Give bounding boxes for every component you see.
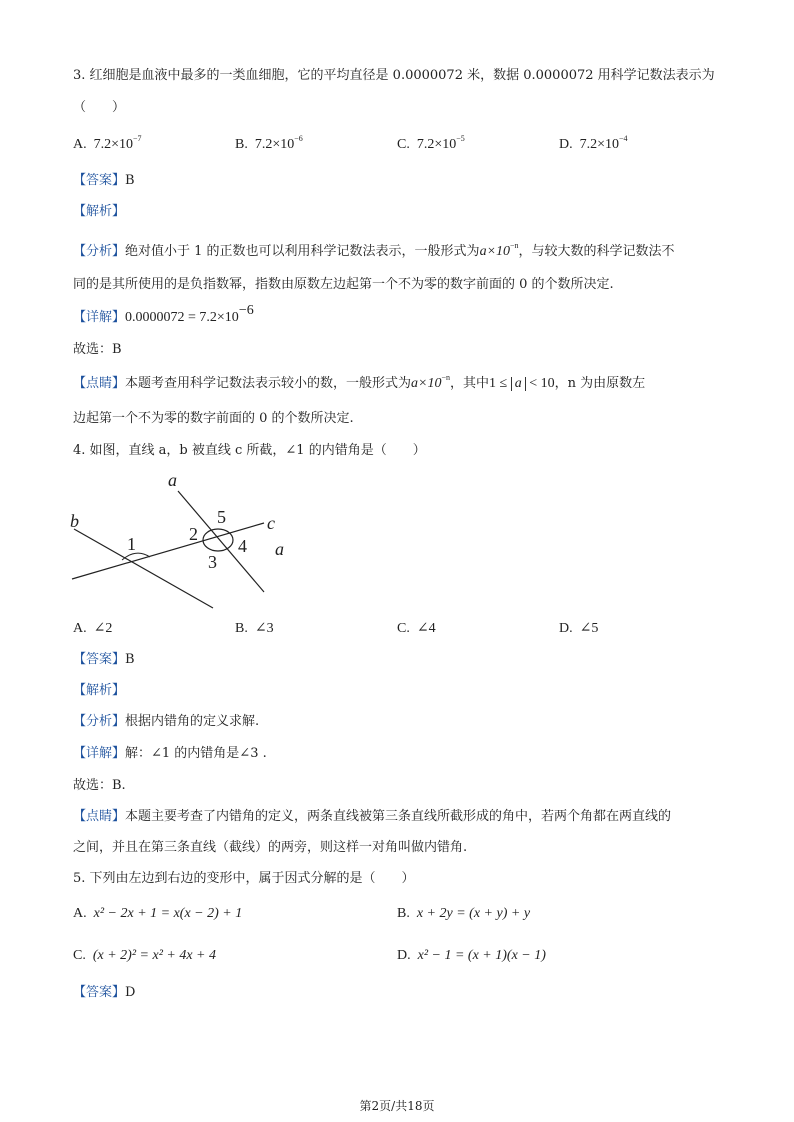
q5-option-d: D. x² − 1 = (x + 1)(x − 1): [397, 948, 546, 963]
angle-2-label: 2: [189, 524, 198, 544]
label-a-top: a: [168, 470, 177, 490]
q4-option-b: B. ∠3: [235, 621, 274, 636]
label-c: c: [267, 513, 275, 533]
q3-detail: 【详解】$0.0000072 = 7.2\times 10^{-6}$: [73, 303, 254, 325]
angle-4-label: 4: [238, 536, 247, 556]
label-b: b: [70, 511, 79, 531]
q5-option-c: C. (x + 2)² = x² + 4x + 4: [73, 948, 216, 963]
label-a-right: a: [275, 539, 284, 559]
q3-stem-line2: （ ）: [73, 100, 126, 115]
q4-option-a: A. ∠2: [73, 621, 113, 636]
q4-choose: 故选：B.: [73, 778, 126, 793]
q5-stem: 5. 下列由左边到右边的变形中，属于因式分解的是（ ）: [73, 871, 415, 886]
q4-figure: [60, 466, 310, 616]
q3-option-b: B. $7.2\times 10^{-6}$: [235, 134, 303, 152]
q3-option-c: C. $7.2\times 10^{-5}$: [397, 134, 465, 152]
q4-stem: 4. 如图，直线 a，b 被直线 c 所截，∠1 的内错角是（ ）: [73, 443, 426, 458]
q3-dianjing-line1: 【点睛】本题考查用科学记数法表示较小的数，一般形式为$a\times 10^{-n}$，其中1 ≤ a < 10，n 为由原数左: [73, 373, 646, 391]
angle-5-label: 5: [217, 507, 226, 527]
q3-stem-line1: 3. 红细胞是血液中最多的一类血细胞，它的平均直径是 0.0000072 米，数据 0.0000072 用科学记数法表示为: [73, 68, 715, 83]
page-footer: 第2页/共18页: [359, 1099, 435, 1113]
q5-answer: 【答案】D: [73, 985, 136, 1000]
q4-option-d: D. ∠5: [559, 621, 599, 636]
q5-option-a: A. x² − 2x + 1 = x(x − 2) + 1: [73, 906, 243, 921]
q4-dianjing-line2: 之间，并且在第三条直线（截线）的两旁，则这样一对角叫做内错角.: [73, 840, 468, 855]
q3-answer: 【答案】B: [73, 173, 135, 188]
q3-choose: 故选：B: [73, 342, 122, 357]
q4-analysis-tag: 【解析】: [73, 683, 126, 698]
q4-fenxi: 【分析】根据内错角的定义求解.: [73, 714, 260, 729]
q5-option-b: B. x + 2y = (x + y) + y: [397, 906, 531, 921]
line-c: [72, 523, 264, 579]
q4-detail: 【详解】解：∠1 的内错角是∠3 .: [73, 746, 267, 761]
q3-fenxi-line2: 同的是其所使用的是负指数幂，指数由原数左边起第一个不为零的数字前面的 0 的个数所决定.: [73, 277, 614, 292]
q3-fenxi-line1: 【分析】绝对值小于 1 的正数也可以利用科学记数法表示，一般形式为$a\times 10^{-n}$，与较大数的科学记数法不: [73, 241, 675, 259]
q3-dianjing-line2: 边起第一个不为零的数字前面的 0 的个数所决定.: [73, 411, 354, 426]
angle-1-label: 1: [127, 534, 136, 554]
q3-analysis-tag: 【解析】: [73, 204, 126, 219]
q4-dianjing-line1: 【点睛】本题主要考查了内错角的定义，两条直线被第三条直线所截形成的角中，若两个角都在两直线的: [73, 809, 672, 824]
q3-option-a: A. $7.2\times 10^{-7}$: [73, 134, 142, 152]
q4-option-c: C. ∠4: [397, 621, 436, 636]
angle-3-label: 3: [208, 552, 217, 572]
q4-answer: 【答案】B: [73, 652, 135, 667]
q3-option-d: D. $7.2\times 10^{-4}$: [559, 134, 628, 152]
